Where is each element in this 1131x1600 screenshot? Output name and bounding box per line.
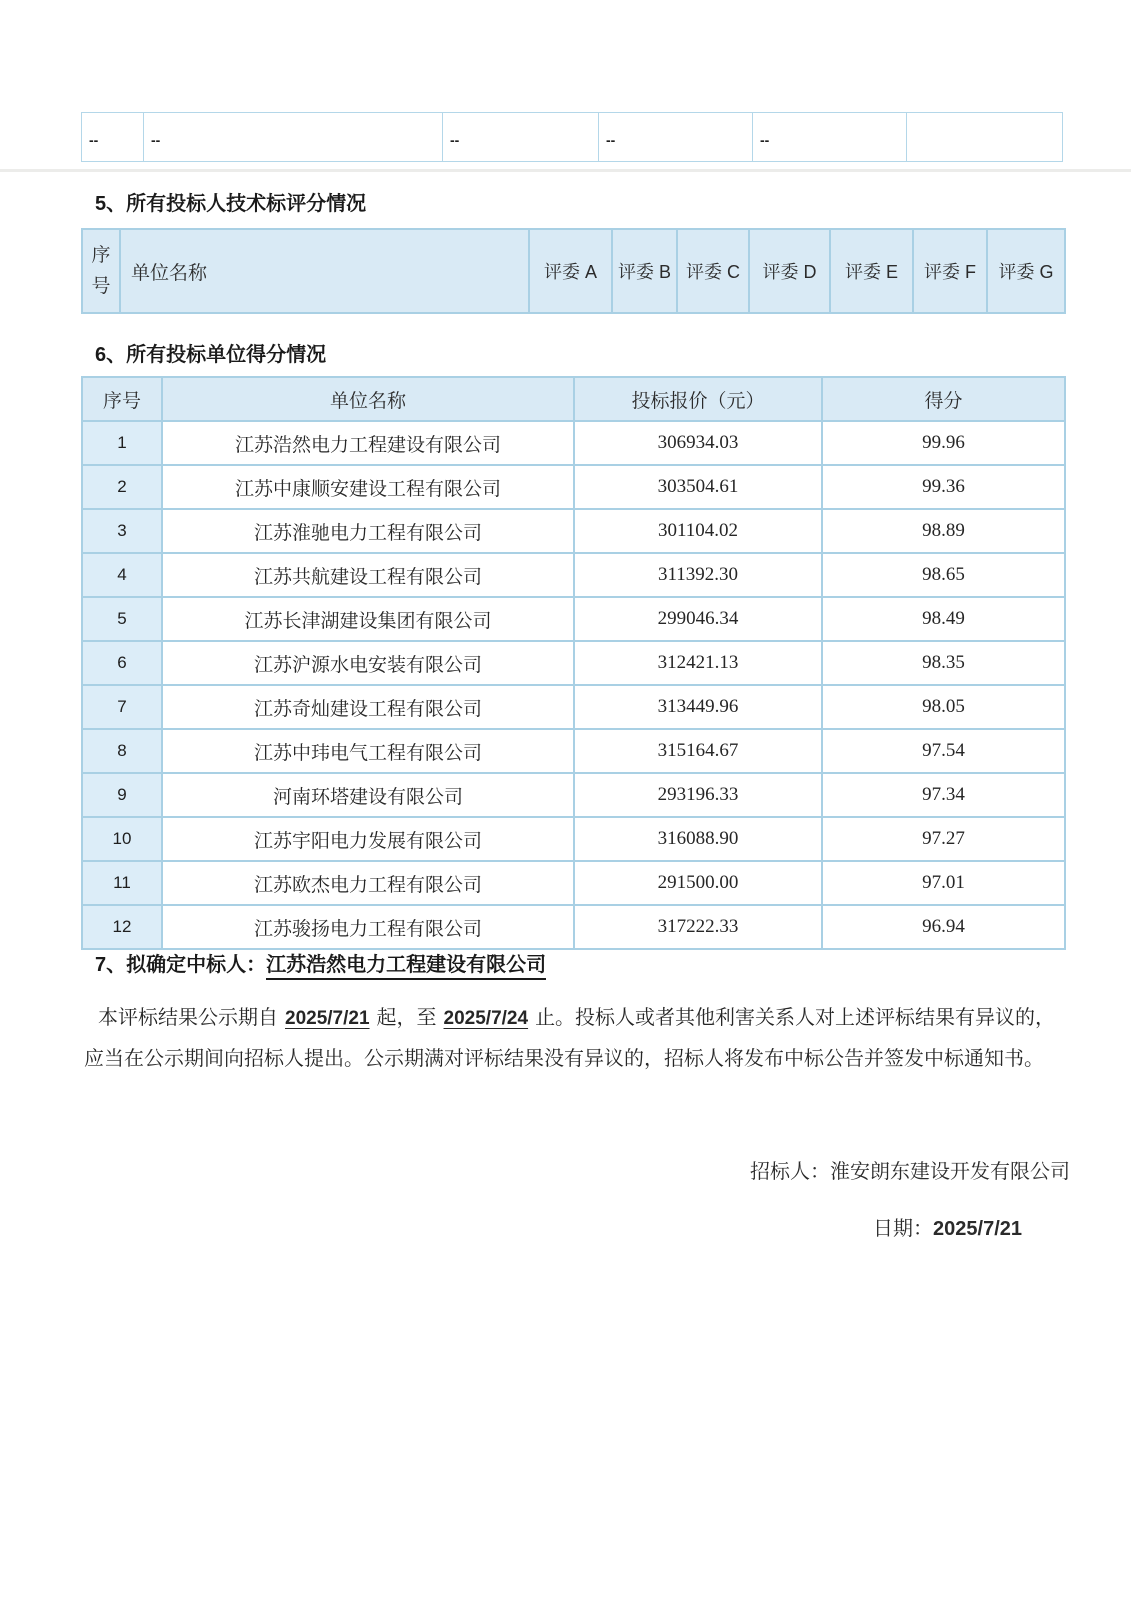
cell-price: 311392.30 <box>574 553 822 597</box>
col-header-seq: 序号 <box>82 229 120 313</box>
date-value: 2025/7/21 <box>933 1218 1022 1240</box>
cell-price: 316088.90 <box>574 817 822 861</box>
table-row <box>82 817 1065 861</box>
col-header-name: 单位名称 <box>162 377 574 421</box>
table-row <box>82 729 1065 773</box>
table-row <box>82 421 1065 465</box>
cell-price: 317222.33 <box>574 905 822 949</box>
cell-price: 315164.67 <box>574 729 822 773</box>
cell-seq: 4 <box>82 553 162 597</box>
col-header-judge-d: 评委 D <box>749 229 830 313</box>
continued-score-table <box>81 112 1063 162</box>
col-header-price: 投标报价（元） <box>574 377 822 421</box>
cell-price: 312421.13 <box>574 641 822 685</box>
publicity-end-date: 2025/7/24 <box>443 1008 529 1029</box>
cell-score: 98.49 <box>822 597 1065 641</box>
table-row <box>82 861 1065 905</box>
table-row <box>82 905 1065 949</box>
cell-price: 293196.33 <box>574 773 822 817</box>
section-divider <box>0 169 1131 172</box>
col-header-seq: 序号 <box>82 377 162 421</box>
table-row <box>82 553 1065 597</box>
tenderer-line: 招标人：淮安朗东建设开发有限公司 <box>750 1161 1070 1183</box>
cell-empty <box>907 113 1063 162</box>
technical-score-table <box>81 228 1066 314</box>
notice-text: 应当在公示期间向招标人提出。公示期满对评标结果没有异议的，招标人将发布中标公告并签发中标通知书。 <box>84 1048 1044 1070</box>
notice-text: 本评标结果公示期自 <box>98 1007 283 1029</box>
col-header-judge-f: 评委 F <box>913 229 987 313</box>
cell-placeholder: -- <box>144 113 443 162</box>
cell-company: 江苏宇阳电力发展有限公司 <box>162 817 574 861</box>
cell-company: 江苏长津湖建设集团有限公司 <box>162 597 574 641</box>
notice-text: 起，至 <box>371 1007 442 1029</box>
table-row <box>82 685 1065 729</box>
col-header-judge-c: 评委 C <box>677 229 749 313</box>
table-row <box>82 509 1065 553</box>
cell-seq: 8 <box>82 729 162 773</box>
cell-score: 97.27 <box>822 817 1065 861</box>
winner-prefix: 7、拟确定中标人： <box>95 954 267 976</box>
winner-name: 江苏浩然电力工程建设有限公司 <box>266 954 546 980</box>
cell-seq: 5 <box>82 597 162 641</box>
cell-score: 97.01 <box>822 861 1065 905</box>
cell-company: 江苏沪源水电安装有限公司 <box>162 641 574 685</box>
cell-placeholder: -- <box>753 113 907 162</box>
cell-score: 97.54 <box>822 729 1065 773</box>
date-label: 日期： <box>873 1218 934 1240</box>
cell-seq: 6 <box>82 641 162 685</box>
cell-company: 江苏欧杰电力工程有限公司 <box>162 861 574 905</box>
cell-price: 303504.61 <box>574 465 822 509</box>
publicity-notice <box>84 998 1080 1079</box>
cell-score: 99.96 <box>822 421 1065 465</box>
table-row <box>82 465 1065 509</box>
cell-score: 98.35 <box>822 641 1065 685</box>
table-row <box>82 113 1063 162</box>
cell-price: 301104.02 <box>574 509 822 553</box>
cell-seq: 3 <box>82 509 162 553</box>
col-header-judge-a: 评委 A <box>529 229 612 313</box>
cell-company: 河南环塔建设有限公司 <box>162 773 574 817</box>
cell-score: 98.89 <box>822 509 1065 553</box>
cell-seq: 9 <box>82 773 162 817</box>
cell-seq: 2 <box>82 465 162 509</box>
notice-line-2 <box>84 1039 1080 1079</box>
cell-company: 江苏奇灿建设工程有限公司 <box>162 685 574 729</box>
col-header-name: 单位名称 <box>120 229 529 313</box>
col-header-judge-g: 评委 G <box>987 229 1065 313</box>
cell-price: 291500.00 <box>574 861 822 905</box>
cell-price: 313449.96 <box>574 685 822 729</box>
cell-placeholder: -- <box>443 113 599 162</box>
col-header-judge-b: 评委 B <box>612 229 677 313</box>
table-header-row <box>82 229 1065 313</box>
col-header-judge-e: 评委 E <box>830 229 913 313</box>
cell-score: 98.65 <box>822 553 1065 597</box>
notice-line-1 <box>84 998 1080 1039</box>
table-row <box>82 597 1065 641</box>
cell-company: 江苏中康顺安建设工程有限公司 <box>162 465 574 509</box>
table-row <box>82 773 1065 817</box>
cell-company: 江苏淮驰电力工程有限公司 <box>162 509 574 553</box>
cell-seq: 7 <box>82 685 162 729</box>
date-line <box>0 1212 1022 1241</box>
section7-title <box>95 948 546 977</box>
cell-score: 98.05 <box>822 685 1065 729</box>
cell-company: 江苏浩然电力工程建设有限公司 <box>162 421 574 465</box>
cell-company: 江苏共航建设工程有限公司 <box>162 553 574 597</box>
cell-seq: 1 <box>82 421 162 465</box>
bidder-score-table <box>81 376 1066 950</box>
cell-seq: 12 <box>82 905 162 949</box>
cell-price: 306934.03 <box>574 421 822 465</box>
section5-title: 5、所有投标人技术标评分情况 <box>95 193 367 215</box>
cell-price: 299046.34 <box>574 597 822 641</box>
cell-seq: 10 <box>82 817 162 861</box>
cell-company: 江苏中玮电气工程有限公司 <box>162 729 574 773</box>
notice-text: 止。投标人或者其他利害关系人对上述评标结果有异议的， <box>530 1007 1056 1029</box>
cell-seq: 11 <box>82 861 162 905</box>
cell-placeholder: -- <box>599 113 753 162</box>
col-header-score: 得分 <box>822 377 1065 421</box>
section6-title: 6、所有投标单位得分情况 <box>95 344 327 366</box>
cell-placeholder: -- <box>82 113 144 162</box>
table-header-row <box>82 377 1065 421</box>
cell-score: 99.36 <box>822 465 1065 509</box>
table-row <box>82 641 1065 685</box>
cell-company: 江苏骏扬电力工程有限公司 <box>162 905 574 949</box>
cell-score: 97.34 <box>822 773 1065 817</box>
publicity-start-date: 2025/7/21 <box>285 1008 370 1029</box>
cell-score: 96.94 <box>822 905 1065 949</box>
